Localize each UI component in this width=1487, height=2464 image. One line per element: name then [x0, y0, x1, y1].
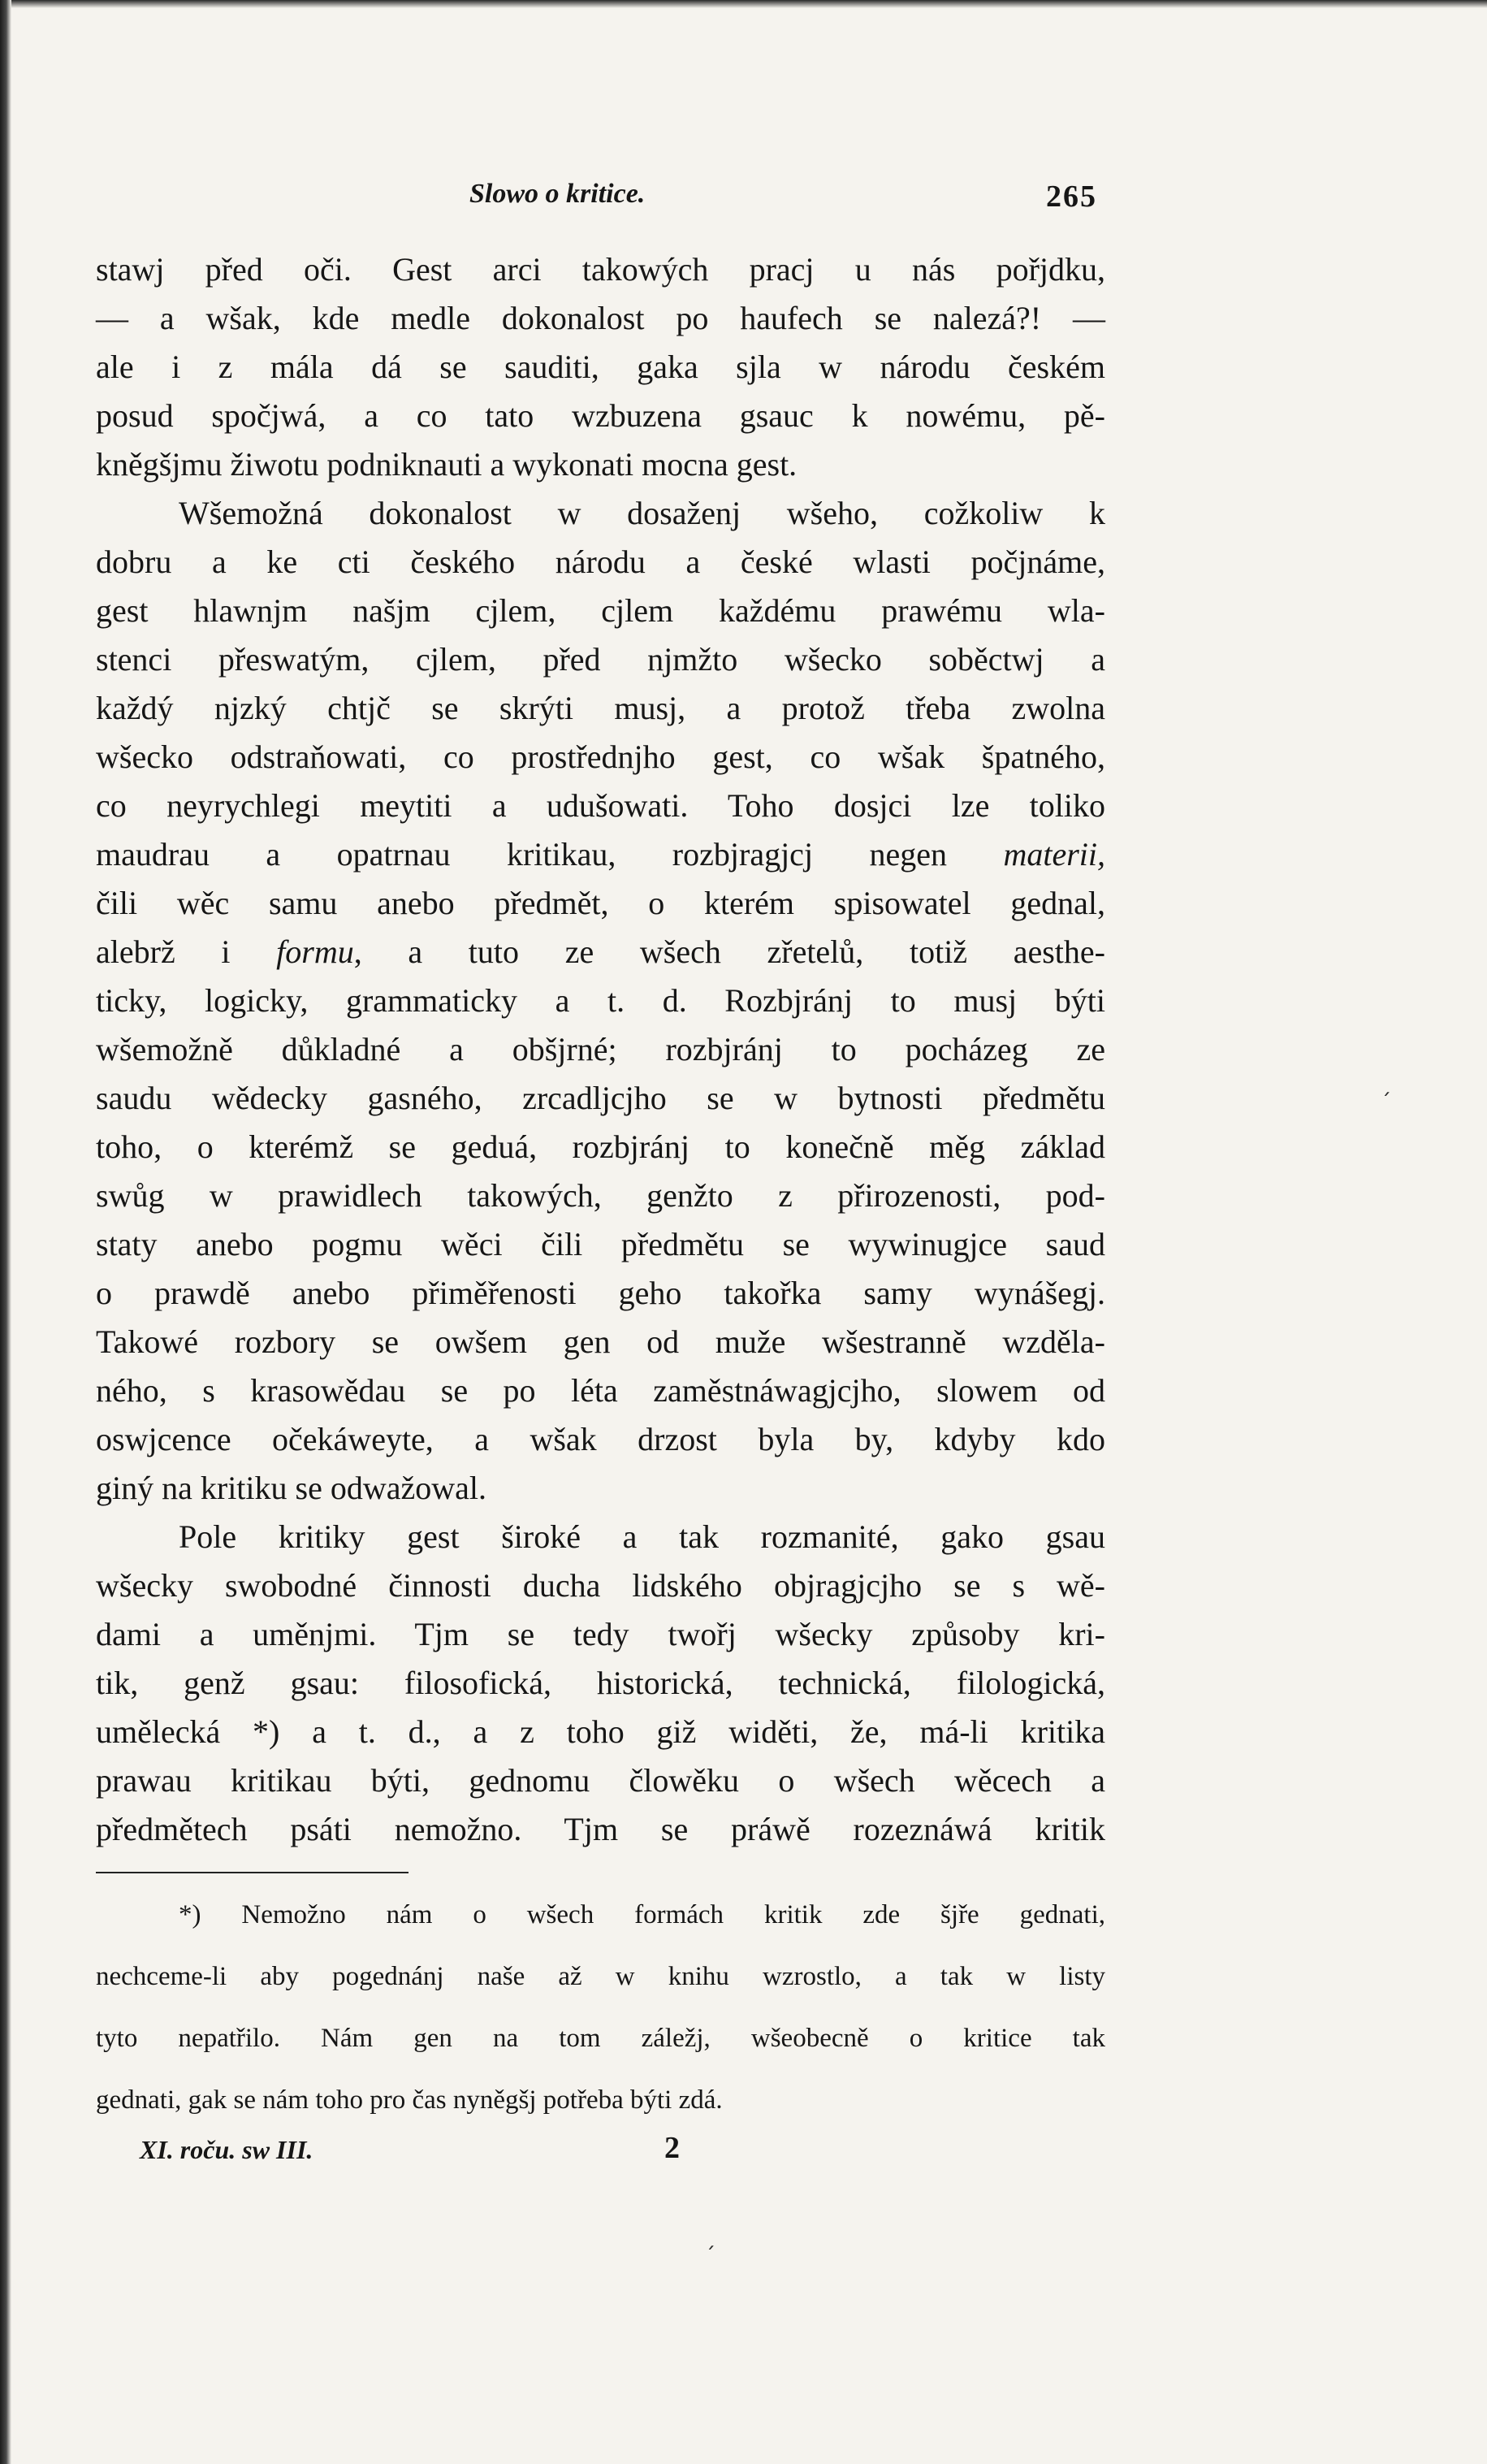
paragraph-3-line-7: předmětech psáti nemožno. Tjm se práwě rozeznáwá kritik — [96, 1811, 1105, 1847]
italic-formu: formu — [276, 933, 354, 970]
volume-signature: XI. roču. sw III. — [140, 2135, 313, 2164]
running-title: Slowo o kritice. — [469, 179, 646, 209]
footnote-divider — [96, 1872, 408, 1873]
paragraph-2-line-15: swůg w prawidlech takowých, genžto z přirozenosti, pod- — [96, 1177, 1105, 1214]
paragraph-2-line-2: dobru a ke cti českého národu a české wlasti počjnáme, — [96, 543, 1105, 580]
paragraph-3-line-3: dami a uměnjmi. Tjm se tedy twořj wšecky způsoby kri- — [96, 1616, 1105, 1652]
sheet-number: 2 — [664, 2131, 680, 2165]
page-left-edge — [0, 0, 11, 2464]
paragraph-2-line-21: giný na kritiku se odwažowal. — [96, 1470, 486, 1506]
paragraph-2-line-8 — [96, 830, 1105, 879]
paragraph-2-line-14: toho, o kterémž se geduá, rozbjránj to konečně měg základ — [96, 1128, 1105, 1165]
paragraph-2-line-4: stenci přeswatým, cjlem, před njmžto wšecko soběctwj a — [96, 641, 1105, 678]
paragraph-2-line-18: Takowé rozbory se owšem gen od muže wšestranně wzděla- — [96, 1323, 1105, 1360]
paragraph-2-line-9: čili wěc samu anebo předmět, o kterém spisowatel gednal, — [96, 885, 1105, 921]
paragraph-2-line-20: oswjcence očekáweyte, a wšak drzost byla by, kdyby kdo — [96, 1421, 1105, 1457]
paragraph-2-line-11: ticky, logicky, grammaticky a t. d. Rozbjránj to musj býti — [96, 982, 1105, 1019]
paragraph-2-line-16: staty anebo pogmu wěci čili předmětu se wywinugjce saud — [96, 1226, 1105, 1262]
paragraph-3-line-5: umělecká *) a t. d., a z toho giž widěti, že, má-li kritika — [96, 1713, 1105, 1750]
page-header — [96, 171, 1105, 218]
paragraph-3-line-2: wšecky swobodné činnosti ducha lidského objragjcjho se s wě- — [96, 1567, 1105, 1604]
paragraph-3-line-1: Pole kritiky gest široké a tak rozmanité, gako gsau — [179, 1518, 1105, 1555]
line-8-text: maudrau a opatrnau kritikau, rozbjragjcj negen — [96, 836, 1004, 873]
paragraph-2-line-12: wšemožně důkladné a obšjrné; rozbjránj to pocházeg ze — [96, 1031, 1105, 1067]
printer-signature — [96, 2131, 1105, 2180]
stray-mark-icon: ˏ — [1381, 1072, 1391, 1097]
paragraph-1-line-4: posud spočjwá, a co tato wzbuzena gsauc k nowému, pě- — [96, 397, 1105, 434]
footnote-line-2: nechceme-li aby pogednánj naše až w knihu wzrostlo, a tak w listy — [96, 1962, 1105, 1991]
paragraph-2-line-7: co neyrychlegi meytiti a udušowati. Toho dosjci lze toliko — [96, 787, 1105, 824]
paragraph-1-line-1: stawj před oči. Gest arci takowých pracj u nás pořjdku, — [96, 251, 1105, 288]
paragraph-2-line-13: saudu wědecky gasného, zrcadljcjho se w bytnosti předmětu — [96, 1080, 1105, 1116]
page-number: 265 — [1046, 180, 1097, 214]
footnote-line-1: *) Nemožno nám o wšech formách kritik zde šjře gednati, — [179, 1900, 1105, 1929]
paragraph-1-line-3: ale i z mála dá se sauditi, gaka sjla w národu českém — [96, 349, 1105, 385]
paragraph-2-line-10 — [96, 928, 1105, 977]
footnote-line-3: tyto nepatřilo. Nám gen na tom záležj, wšeobecně o kritice tak — [96, 2024, 1105, 2053]
italic-materii: materii, — [1003, 836, 1105, 873]
line-10-text-end: , a tuto ze wšech zřetelů, totiž aesthe- — [353, 933, 1105, 970]
paragraph-1-line-2: — a wšak, kde medle dokonalost po haufech se nalezá?! — — [96, 300, 1105, 336]
stray-mark-icon: ˏ — [705, 2226, 715, 2250]
paragraph-2-line-19: ného, s krasowědau se po léta zaměstnáwagjcjho, slowem od — [96, 1372, 1105, 1409]
paragraph-2-line-5: každý njzký chtjč se skrýti musj, a protož třeba zwolna — [96, 690, 1105, 726]
paragraph-2-line-1: Wšemožná dokonalost w dosaženj wšeho, cožkoliw k — [179, 495, 1105, 531]
paragraph-2-line-6: wšecko odstraňowati, co prostřednjho gest, co wšak špatného, — [96, 738, 1105, 775]
line-10-text-start: alebrž i — [96, 933, 277, 970]
paragraph-3-line-6: prawau kritikau býti, gednomu člowěku o wšech wěcech a — [96, 1762, 1105, 1799]
footnote-line-4: gednati, gak se nám toho pro čas nyněgšj potřeba býti zdá. — [96, 2085, 723, 2115]
page-content — [96, 171, 1105, 2180]
paragraph-2-line-3: gest hlawnjm našjm cjlem, cjlem každému prawému wla- — [96, 592, 1105, 629]
paragraph-3-line-4: tik, genž gsau: filosofická, historická, technická, filologická, — [96, 1665, 1105, 1701]
page-top-shadow — [0, 0, 1487, 8]
paragraph-1-line-5: kněgšjmu žiwotu podniknauti a wykonati mocna gest. — [96, 446, 798, 483]
paragraph-2-line-17: o prawdě anebo přiměřenosti geho takořka samy wynášegj. — [96, 1275, 1105, 1311]
